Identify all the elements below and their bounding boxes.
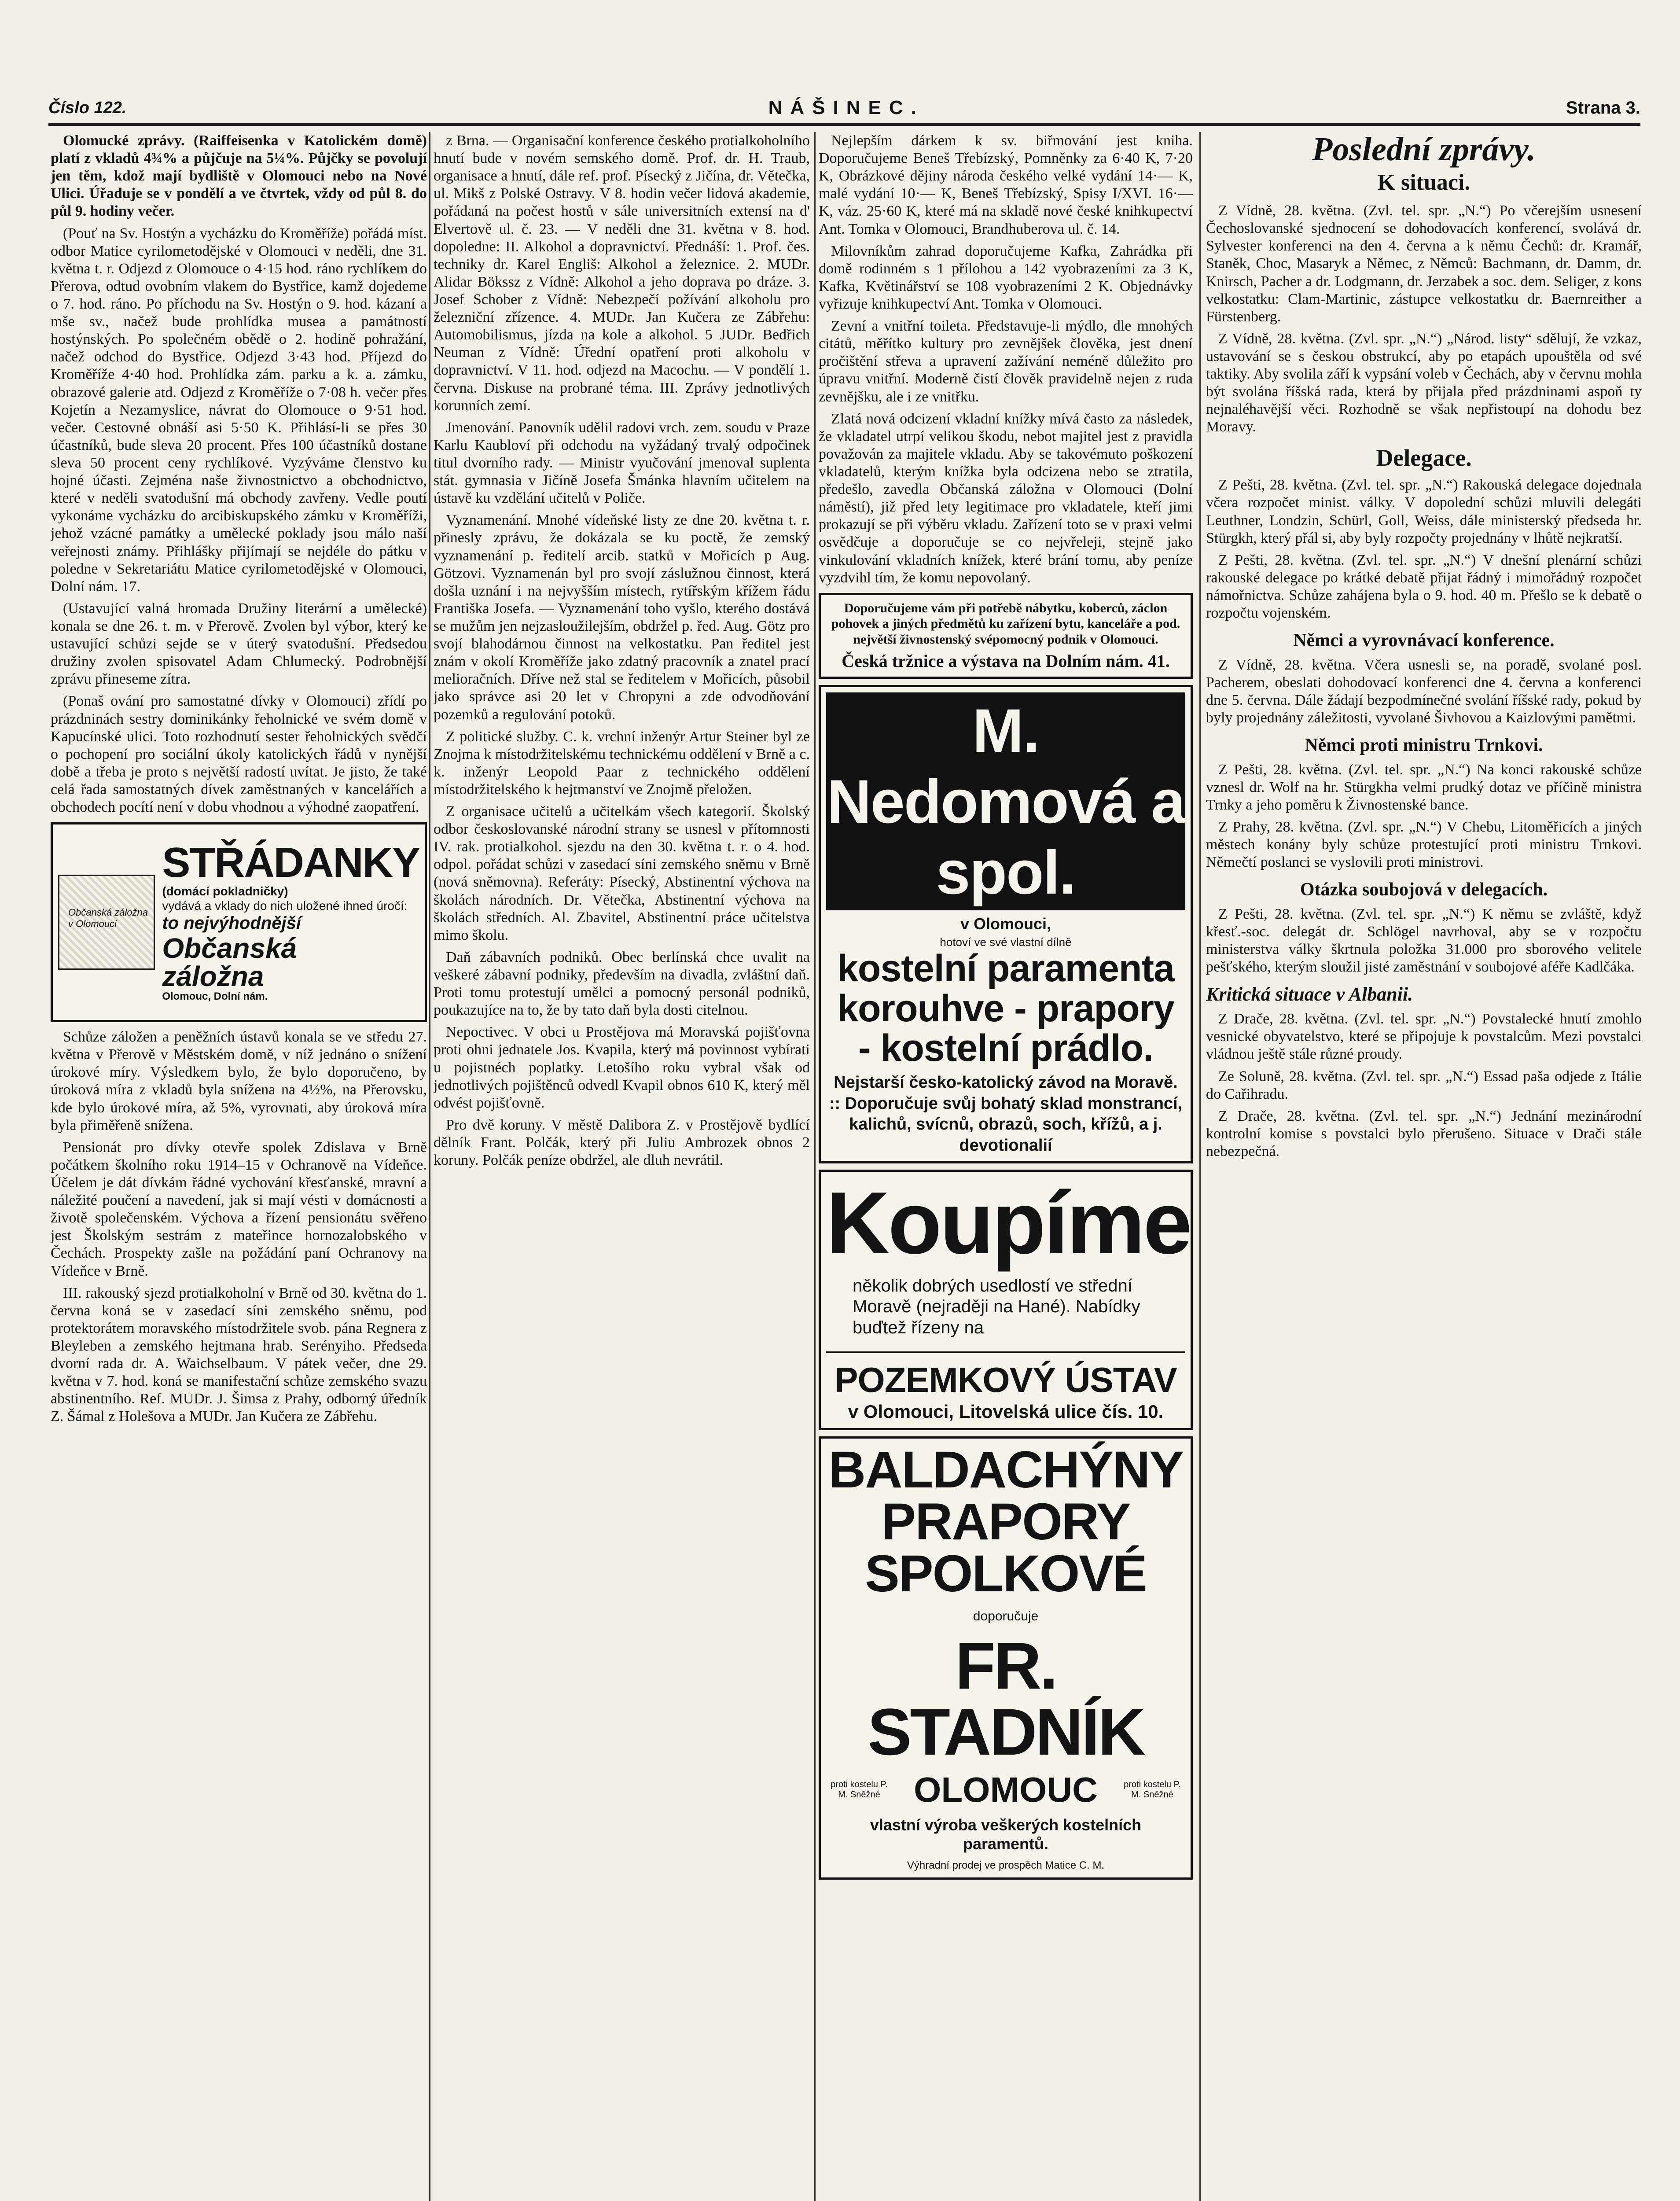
section-title-latest-news: Poslední zprávy.	[1312, 132, 1536, 168]
ad-bald-city: OLOMOUC	[914, 1770, 1098, 1810]
ad-nedomova-city: v Olomouci,	[960, 915, 1051, 933]
article-jmenovani: Jmenování. Panovník udělil radovi vrch. zem. soudu v Praze Karlu Kaubloví při odchodu na vyžádaný trvalý odpočinek titul dvorního rady. — Ministr vyučování jmenoval suplenta stát. gymnasia v Jičíně Josefa Šmánka hlavním učitelem na ústavě ku vzdělání učitelů v Poliče.	[434, 419, 810, 507]
ad-stradanky-sub: (domácí pokladničky)	[162, 884, 288, 898]
column-rule	[814, 132, 816, 2201]
column-4	[1206, 132, 1642, 2201]
news-item: Z Pešti, 28. května. (Zvl. tel. spr. „N.“) Na konci rakouské schůze vznesl dr. Wolf na hr. Stürgkha velmi prudký dotaz ve příčině ministra Trnky a jeho poměru k Živnostenské bance.	[1206, 761, 1642, 813]
news-item: Z Prahy, 28. května. (Zvl. spr. „N.“) V Chebu, Litoměřicích a jiných městech konány byly schůze protestující proti ministru Trnkovi. Němečtí poslanci se vyslovili proti ministrovi.	[1206, 819, 1642, 871]
article-brno: z Brna. — Organisační konference českého protialkoholního hnutí bude v novém semského domě. Prof. dr. H. Traub, organisace a hnutí, dále ref. prof. Písecký z Jičína, dr. Větečka, ul. Mikš z Polské Ostravy. V 8. hodin večer lidová akademie, pořádaná na počest hostů v sále universitních extensí na d' Elvertově ul. č. 23. — V neděli dne 31. května v 8. hod. dopoledne: II. Alkohol a dopravnictví. Přednáší: 1. Prof. čes. techniky dr. Karel Engliš: Alkohol a železnice. 2. MUDr. Alidar Bökssz z Vídně: Alkohol a jeho doprava po dráze. 3. Josef Schober z Vídně: Nebezpečí požívání alkoholu pro železniční zřízence. 4. MUDr. Jan Kučera ze Zábřehu: Automobilismus, jízda na kole a alkohol. 5 JUDr. Bedřich Neuman z Vídně: Úřední opatření proti alkoholu v dopravnictví. V 11. hod. odjezd na Macochu. — V pondělí 1. června. Diskuse na probrané téma. III. Zprávy jednotlivých korunních zemí.	[434, 133, 810, 414]
column-2	[434, 132, 810, 2201]
article-nepoctivec: Nepoctivec. V obci u Prostějova má Moravská pojišťovna proti ohni jednatele Jos. Kvapila, který má povinnost vybírati u pojistnéch poplatky. Letošího roku vybral však od jednotlivých pojištěnců odvedl Kvapil obnos 610 K, který měl odvést pojišťovně.	[434, 1024, 810, 1111]
ad-nedomova-line1: kostelní paramenta	[837, 947, 1174, 990]
article-dve-koruny: Pro dvě koruny. V městě Dalibora Z. v Prostějově bydlící dělník Frant. Polčák, který při Juliu Ambrozek obnos 2 koruny. Polčák peníze obdržel, ale dluh nevrátil.	[434, 1116, 810, 1169]
news-item: Z Vídně, 28. května. (Zvl. tel. spr. „N.“) Po včerejším usnesení Čechoslovanské sjednocení se dohodovacích konferencí, svolává dr. Sylvester konferenci na den 4. června a k němu Čechů: dr. Kramář, Staněk, Choc, Masaryk a Němec, z Němců: Bachmann, dr. Damm, dr. Knirsch, Pacher a dr. Lodgmann, dr. Jerzabek a soc. dem. Seliger, z kons velkostatku: Clam-Martinic, zástupce velkostatku dr. Baernreither a Fürstenberg.	[1206, 202, 1642, 325]
column-1	[51, 132, 427, 2201]
article-birmovani: Nejlepším dárkem k sv. biřmování jest kniha. Doporučujeme Beneš Třebízský, Pomněnky za 6·40 K, 7·20 K, Obrázkové dějiny národa českého velké vydání 14·— K, malé vydání 10·— K, Beneš Třebízský, Spisy I/XVI. 16·— K, váz. 25·60 K, které má na skladě nové české knihkupectví Ant. Tomka v Olomouci, Brandhuberova ul. č. 14.	[819, 133, 1193, 237]
ad-ceska-trznice	[819, 593, 1193, 679]
ad-nedomova-foot: Nejstarší česko-katolický závod na Moravě. :: Doporučuje svůj bohatý sklad monstrancí, kalichů, svícnů, obrazů, soch, křížů, a j. devotionalií	[829, 1073, 1183, 1155]
issue-number: Číslo 122.	[48, 98, 127, 117]
article-zalozny: Schůze záložen a peněžních ústavů konala se ve středu 27. května v Přerově v Městském domě, v níž jednáno o snížení úrokové míry. Výsledkem bylo, že bylo doporučeno, by úroková míra z vkladů byla snížena na 4½%, na Přerovsku, kde bylo úrokové míra, až 5%, vyrovnati, aby úroková míra byla přiměřeně snížena.	[51, 1029, 427, 1134]
ad-trznice-text: Doporučujeme vám při potřebě nábytku, koberců, záclon pohovek a jiných předmětů ku zařízení bytu, kanceláře a pod. největší živnostenský svépomocný podnik v Olomouci.	[831, 600, 1180, 647]
article-dan: Daň zábavních podniků. Obec berlínská chce uvalit na veškeré zábavní podniky, především na divadla, zvláštní daň. Proti tomu protestují umělci a pomocný personál podniků, poukazujíce na to, že by tato daň byla dosti citelnou.	[434, 949, 810, 1019]
ad-stradanky	[51, 822, 427, 1022]
section-delegace: Delegace.	[1376, 444, 1472, 471]
ad-stradanky-best: to nejvýhodnější	[162, 913, 301, 933]
article-vkladni-knizky: Zlatá nová odcizení vkladní knížky mívá často za následek, že vkladatel utrpí velikou škodu, nebot majitel jest z pravidla považován za majitele vkladu. Aby se takovémuto poškození vkladatelů, kterým knížka byla odcizena nebo se ztratila, předešlo, zavedla Občanská záložna v Olomouci (Dolní náměstí), již před lety legitimace pro vkladatele, kteří jimi prokazují se při výběru vkladu. Zařízení toto se v praxi velmi osvědčuje a doporučuje se co nejvřeleji, stejně jako vinkulování vkladních knížek, které brání tomu, aby peníze vyzdvihl tím, že komu nepovolaný.	[819, 410, 1193, 586]
section-nemci-trnka: Němci proti ministru Trnkovi.	[1305, 735, 1543, 756]
page-header	[48, 92, 1640, 126]
ad-trznice-title: Česká tržnice a výstava na Dolním nám. 41.	[842, 651, 1170, 671]
ad-nedomova-line2: korouhve - prapory	[837, 987, 1174, 1030]
section-nemci-konference: Němci a vyrovnávací konference.	[1293, 630, 1555, 651]
article-organisace-ucitelu: Z organisace učitelů a učitelkám všech kategorií. Školský odbor českoslovanské národní strany se usnesl v přítomnosti IV. rak. protialkohol. sjezdu na den 30. května t. r. o 4. hod. odpol. pořádat schůzi v zasedací síni zemského sněmu v Brně (nová sněmovna). Referáty: Písecký, Abstinentní výchova na školách národních. Dr. Větečka, Abstinentní výchova na školách středních. Al. Zbavitel, Abstinentní práce učitelstva mimo školu.	[434, 803, 810, 943]
ad-bald-side-right: proti kostelu P. M. Sněžné	[1124, 1779, 1181, 1800]
article-sjezd: III. rakouský sjezd protialkoholní v Brně od 30. května do 1. června koná se v zasedací síni zemského sněmu, pod protektorátem moravského místodržitele svob. pána Regnera z Bleyleben a zemského hejtmana hrab. Serényiho. Předseda dvorní rada dr. A. Waichselbaum. V pátek večer, dne 29. května v 7. hod. koná se manifestační schůze zemského svazu abstinentního. Ref. MUDr. J. Šimsa z Prahy, odborný úředník Z. Šámal z Holešova a MUDr. Jan Kučera ze Zábřehu.	[51, 1285, 427, 1425]
news-item: Z Vídně, 28. května. Včera usnesli se, na poradě, svolané posl. Pacherem, obeslati dohodovací konferenci dne 4. června a konferenci dne 5. června. Dále žádají bezpodmínečné svolání říšské rady, pokud by byly projednány záležitosti, vyvolané Šivhovou a Kaizlovými pamětmi.	[1206, 656, 1642, 726]
article-zahrady: Milovníkům zahrad doporučujeme Kafka, Zahrádka při domě rodinném s 1 přílohou a 142 vyobrazeními za 3 K, Kafka, Květinářství se 108 vyobrazeními 2 K. Objednávky vyřizuje knihkupectví Ant. Tomka v Olomouci.	[819, 243, 1193, 312]
article-druzina: (Ustavující valná hromada Družiny literární a umělecké) konala se dne 26. t. m. v Přerově. Zvolen byl výbor, který ke ustavující schůzi sejde se v úterý svatodušní. Předsedou družiny zvolen spisovatel Adam Chlumecký. Podrobnější zprávu přineseme zítra.	[51, 600, 427, 688]
ad-nedomova-line3: - kostelní prádlo.	[858, 1027, 1154, 1069]
news-item: Z Pešti, 28. května. (Zvl. tel. spr. „N.“) Rakouská delegace dojednala včera rozpočet minist. války. V dopolední schůzi mluvili delegáti Leuthner, Londzin, Schürl, Goll, Weiss, dále ministerský předseda hr. Stürgkh, který přál si, aby byly rozpočty projednány v lhůtě nejkratší.	[1206, 477, 1642, 546]
news-item: Z Vídně, 28. května. (Zvl. spr. „N.“) „Národ. listy“ sdělují, že vzkaz, ustavování se s českou obstrukcí, aby po etapách upouštěla od své taktiky. Aby svolila září k vypsání voleb v Čechách, aby v červnu mohla být svolána říšská rada, která by přijala před prázdninami aspoň ty nejnaléhavější věci. Rozhodně se však nepřistoupí na dohodu bez Moravy.	[1206, 330, 1642, 435]
article-raiffeisenka: Olomucké zprávy. (Raiffeisenka v Katolickém domě) platí z vkladů 4¾% a půjčuje na 5¼%. Půjčky se povolují jen těm, kdož mají bydliště v Olomouci nebo na Nové Ulici. Úřaduje se v pondělí a ve čtvrtek, vždy od půl 8. do půl 9. hodiny večer.	[51, 133, 427, 220]
news-item: Z Drače, 28. května. (Zvl. tel. spr. „N.“) Povstalecké hnutí zmohlo vesnické obyvatelstvo, které se připojuje k povstalcům. Mezi povstalci vládnou ještě stále různé proudy.	[1206, 1011, 1642, 1063]
news-item: Z Pešti, 28. května. (Zvl. tel. spr. „N.“) V dnešní plenární schůzi rakouské delegace po krátké debatě přijat řádný i mimořádný rozpočet námořnictva. Schůze zahájena byla o 9. hod. 40 m. Přešlo se k debatě o rozpočtu vojenském.	[1206, 552, 1642, 622]
ad-bald-side-left: proti kostelu P. M. Sněžné	[831, 1779, 888, 1800]
ad-bald-note: Výhradní prodej ve prospěch Matice C. M.	[907, 1859, 1105, 1872]
ad-koupime-text: několik dobrých usedlostí ve střední Moravě (nejraději na Hané). Nabídky buďtež řízeny na	[853, 1276, 1140, 1337]
section-subtitle: K situaci.	[1377, 169, 1470, 195]
ad-nedomova-desc: hotoví ve své vlastní dílně	[940, 935, 1072, 949]
ad-stradanky-addr: Olomouc, Dolní nám.	[162, 990, 268, 1002]
news-item: Z Drače, 28. května. (Zvl. tel. spr. „N.“) Jednání mezinárodní kontrolní komise s povstalci bylo přerušeno. Situace v Drači stále nebezpečná.	[1206, 1108, 1642, 1160]
ad-baldachyny	[819, 1436, 1193, 1880]
article-pensionat: Pensionát pro dívky otevře spolek Zdislava v Brně počátkem školního roku 1914–15 v Ochranově na Vídeňce. Účelem je dát dívkám řádné vychování křesťanské, mravní a náležité poučení a navedení, jak si mají vésti v domácnosti a životě společenském. Výchova a řízení pensionátu svěřeno jest Školským sestrám z mateřince hornozalobského v Čechách. Prospekty zašle na požádání paní Ochranovy na Vídeňce v Brně.	[51, 1139, 427, 1279]
ad-stradanky-title: STŘÁDANKY	[162, 839, 419, 887]
ad-stradanky-logo1: Občanská	[162, 932, 297, 964]
ad-bald-tag: vlastní výroba veškerých kostelních paramentů.	[870, 1816, 1142, 1853]
ad-bald-recommend: doporučuje	[973, 1608, 1039, 1623]
article-vyznamenani: Vyznamenání. Mnohé vídeňské listy ze dne 20. května t. r. přinesly zprávu, že dokázala se ku poctě, že zemský vyznamenání p. ředitelí arcib. statků v Mořicích p Aug. Götzovi. Vyznamenán byl pro svojí záslužnou činnost, která došla uznání i na nejvyšším místech, rytířským křížem řádu Františka Josefa. — Vyznamenání toho vyšlo, kterého dostává se mužům jen nejzasloužilejším, obdržel p. řed. Aug. Götz pro svojí blahodárnou činnost na velkostatku. Pan ředitel jest znám v okolí Kroměříže jako zdatný pracovník a znatel prací melioračních. Dříve než stal se ředitelem v Mořicích, působil jako správce asi 20 let v Chropyni a zde odvodňování pozemků a regulování potoků.	[434, 512, 810, 723]
column-3	[819, 132, 1193, 2201]
savings-box-image: Občanská záložna v Olomouci	[58, 875, 155, 970]
ad-koupime-ustav: POZEMKOVÝ ÚSTAV	[826, 1351, 1185, 1401]
news-item: Ze Soluně, 28. května. (Zvl. tel. spr. „N.“) Essad paša odjede z Itálie do Cařihradu.	[1206, 1068, 1642, 1102]
ad-nedomova-name: M. Nedomová a spol.	[826, 692, 1185, 910]
ad-stradanky-text: vydává a vklady do nich uložené ihned úročí:	[162, 899, 408, 913]
article-politicka-sluzba: Z politické služby. C. k. vrchní inženýr Artur Steiner byl ze Znojma k místodržitelskému technickému oddělení v Brně a c. k. inženýr Leopold Paar z technického oddělení místodržitelského k hejtmanství ve Znojmě přeložen.	[434, 728, 810, 798]
ad-koupime-title: Koupíme	[826, 1174, 1191, 1273]
masthead-title: NÁŠINEC.	[768, 97, 924, 118]
ad-koupime-address: v Olomouci, Litovelská ulice čís. 10.	[848, 1401, 1164, 1422]
ad-stradanky-logo2: záložna	[162, 960, 264, 992]
column-rule	[1199, 132, 1201, 2201]
ad-nedomova	[819, 685, 1193, 1163]
article-dominikanky: (Ponaš ování pro samostatné dívky v Olomouci) zřídí po prázdninách sestry dominikánky řeholnické ve svém domě v Kapucínské ulici. Toto rozhodnutí sester řeholnických svědčí o pochopení pro sociální úkoly katolických řádů v nynější době a třeba je proto s největší radostí uvítat. Je jisto, že také celá řada samostatných dívek zaměstnaných v kancelářích a obchodech pocítí není v dobu vhodnou a výhodné zaopatření.	[51, 693, 427, 816]
news-item: Z Pešti, 28. května. (Zvl. tel. spr. „N.“) K němu se zvláště, když křesť.-soc. delegát dr. Schlögel navrhoval, aby se v rozpočtu ministerstva války škrtnula položka 31.000 pro sborového velitele pešťského, kterým sloužil jisté zaměstnání v soubojové aféře Kadlčáka.	[1206, 905, 1642, 975]
ad-bald-name: FR. STADNÍK	[868, 1629, 1144, 1769]
article-toileta: Zevní a vnitřní toileta. Představuje-li mýdlo, dle mnohých citátů, měřítko kultury pro zevnějšek člověka, jest dnení pročištění střeva a upravení zažívání neméně důležito pro úpravu vnitřní. Moderně čistí člověk pravidelně nejen z ruda zevnějšku, ale i ze vnitřku.	[819, 318, 1193, 405]
page-number: Strana 3.	[1566, 98, 1640, 118]
column-rule	[429, 132, 430, 2201]
section-souboj: Otázka soubojová v delegacích.	[1300, 880, 1548, 900]
ad-bald-title: BALDACHÝNY PRAPORY SPOLKOVÉ	[828, 1440, 1183, 1603]
article-hostyn-trip: (Pouť na Sv. Hostýn a vycházku do Kroměříže) pořádá míst. odbor Matice cyrilometodějské v Olomouci v neděli, dne 31. května t. r. Odjezd z Olomouce o 4·15 hod. ráno rychlíkem do Přerova, odtud ovobním vlakem do Bystřice, kamž dojedeme o 7. hod. ráno. Po příchodu na Sv. Hostýn o 9. hod. kázaní a mše sv., načež bude prohlídka musea a památností hostýnských. Po společném obědě o 2. hodině pohražání, načež odchod do Bystřice. Odjezd 3·43 hod. Příjezd do Kroměříže 4·40 hod. Prohlídka zám. parku a k. a. zámku, obrazové galerie atd. Odjezd z Kroměříže o 7·08 h. večer přes Kojetín a Nezamyslice, návrat do Olomouce o 9·51 hod. večer. Cestovné obnáší asi 5·50 K. Přihlásí-li se přes 30 účastníků, bude sleva 20 procent. Přes 100 účastníků dostane sleva 50 procent ceny rychlíkové. Vyzýváme členstvo ku hojné účasti. Zejména naše živnostnictvo a obchodnictvo, které v neděli svatodušní má obchody zavřeny. Vedle poutí vykonáme vycházku do arcibiskupského zámku v Kroměříži, jehož vzácné památky a umělecké poklady jsou málo naší veřejnosti známy. Přihlášky přijímají se nejdéle do pátku v poledne v Sekretariátu Matice cyrilometodějské v Olomouci, Dolní nám. 17.	[51, 225, 427, 595]
section-albanie: Kritická situace v Albanii.	[1206, 983, 1413, 1005]
ad-koupime	[819, 1170, 1193, 1430]
